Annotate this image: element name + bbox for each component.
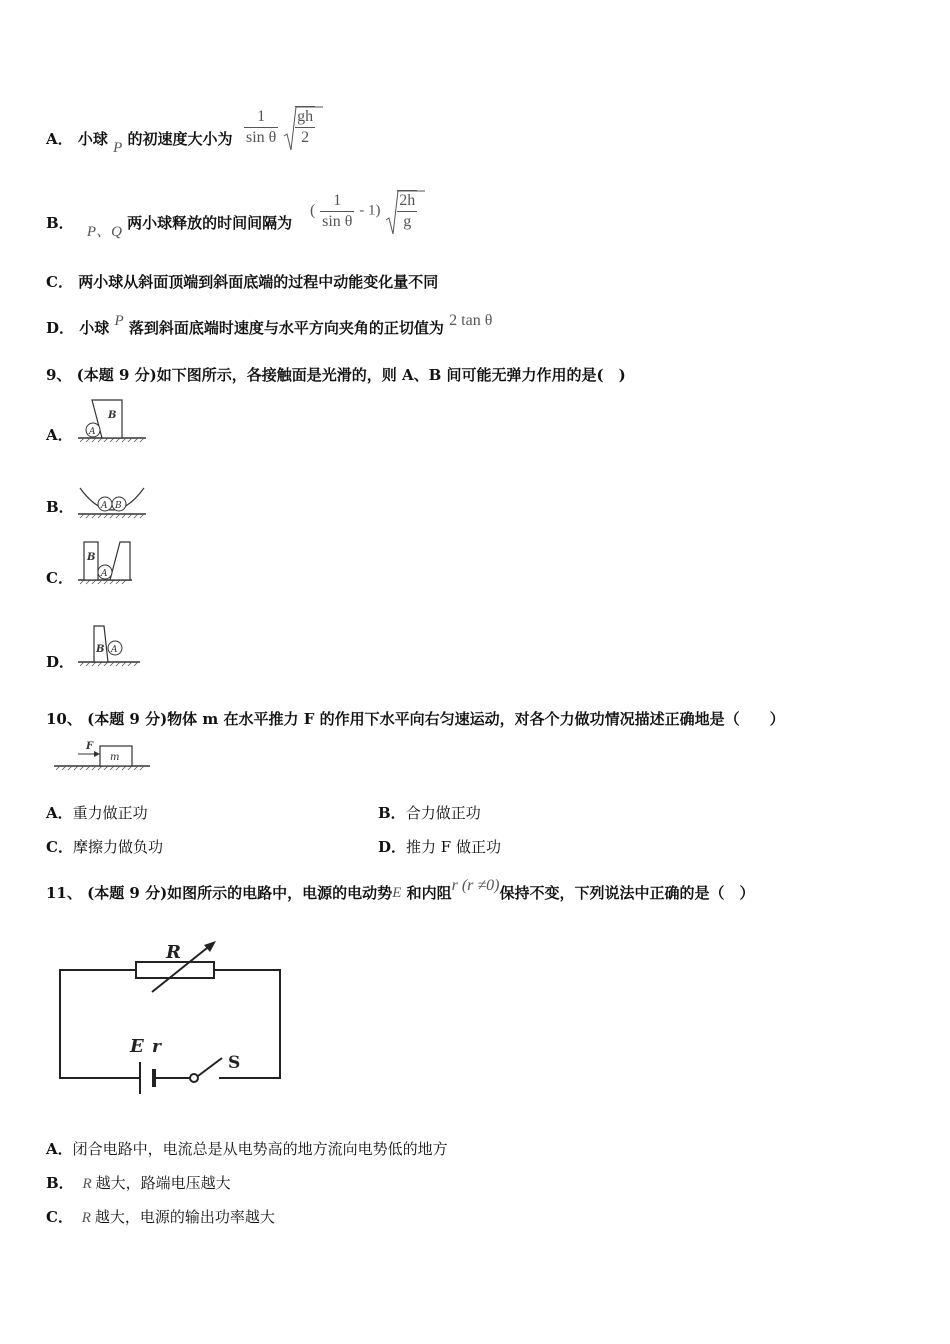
q9-option-b-label: B． bbox=[46, 498, 74, 516]
svg-text:B: B bbox=[96, 644, 105, 655]
option-label: A． bbox=[46, 130, 73, 148]
q9-figure-d bbox=[76, 622, 144, 670]
q11-circuit-figure bbox=[44, 936, 294, 1106]
q8-b-formula: ( $\frac{1}{\text{sin θ}}$ - 1) $\frac{2h}{g}$ bbox=[310, 190, 417, 232]
q10-figure bbox=[52, 738, 152, 774]
q9-option-c-label: C． bbox=[46, 569, 73, 587]
svg-text:A: A bbox=[101, 569, 108, 579]
svg-text:F: F bbox=[86, 741, 94, 752]
q10-option-c: C．摩擦力做负功 bbox=[46, 838, 163, 856]
q8-option-c: C． 两小球从斜面顶端到斜面底端的过程中动能变化量不同 bbox=[46, 273, 439, 291]
q9-figure-c bbox=[76, 538, 136, 588]
q9-stem: 9、 (本题 9 分)如下图所示，各接触面是光滑的，则 A、B 间可能无弹力作用的是( ) bbox=[46, 366, 626, 384]
svg-text:E: E bbox=[130, 1036, 144, 1057]
q10-stem: 10、 (本题 9 分)物体 m 在水平推力 F 的作用下水平向右匀速运动，对各个力做功情况描述正确地是（ ） bbox=[46, 710, 785, 728]
q11-stem: 11、 (本题 9 分)如图所示的电路中，电源的电动势E 和内阻r (r ≠0)保持不变，下列说法中正确的是（ ） bbox=[46, 877, 755, 902]
q9-figure-a bbox=[76, 396, 148, 446]
q9-option-a-label: A． bbox=[46, 426, 73, 444]
q9-figure-b bbox=[76, 482, 148, 522]
svg-text:R: R bbox=[166, 942, 181, 963]
q8-option-b: B． P、Q 两小球释放的时间间隔为 bbox=[46, 214, 293, 240]
svg-text:A: A bbox=[111, 645, 118, 655]
q10-option-b: B．合力做正功 bbox=[378, 804, 481, 822]
q8-option-d: D． 小球 P 落到斜面底端时速度与水平方向夹角的正切值为 2 tan θ bbox=[46, 312, 493, 337]
svg-text:S: S bbox=[228, 1053, 241, 1073]
q8-option-a: A． 小球 P 的初速度大小为 bbox=[46, 130, 233, 156]
svg-text:B: B bbox=[115, 501, 122, 511]
svg-text:r: r bbox=[152, 1037, 161, 1057]
q10-option-a: A．重力做正功 bbox=[46, 804, 148, 822]
q8-a-formula: $\frac{1}{\text{sin θ}}$ $\frac{gh}{2}$ bbox=[244, 106, 315, 148]
q11-option-b: B． R 越大，路端电压越大 bbox=[46, 1174, 231, 1192]
q11-option-a: A．闭合电路中，电流总是从电势高的地方流向电势低的地方 bbox=[46, 1140, 448, 1158]
svg-text:A: A bbox=[89, 427, 96, 437]
svg-text:B: B bbox=[87, 552, 96, 563]
q9-option-d-label: D． bbox=[46, 653, 75, 671]
svg-text:A: A bbox=[101, 501, 108, 511]
svg-text:m: m bbox=[110, 752, 120, 763]
q11-option-c: C． R 越大，电源的输出功率越大 bbox=[46, 1208, 275, 1226]
svg-text:B: B bbox=[108, 410, 117, 421]
q10-option-d: D．推力 F 做正功 bbox=[378, 838, 501, 856]
